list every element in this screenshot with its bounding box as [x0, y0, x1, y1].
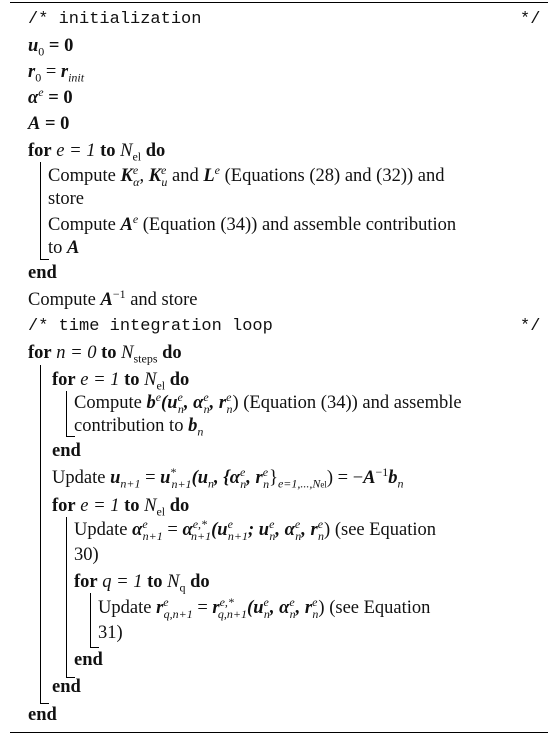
inner-var-2: e = 1 — [75, 496, 125, 516]
r-arg-r-sup: e — [312, 594, 318, 609]
init-r0 — [28, 61, 84, 83]
alpha-arg-r: , r — [301, 520, 318, 540]
set-alpha: , {α — [214, 468, 240, 488]
inner-limit-2-sub: el — [156, 504, 166, 519]
r-star-sup: e,* — [219, 594, 234, 609]
for-keyword-4: for — [52, 496, 76, 516]
set-alpha-sub: n — [240, 476, 247, 491]
arg-alpha: , α — [183, 393, 204, 413]
u-star-sub: n+1 — [171, 476, 192, 491]
and-text: and — [167, 166, 204, 186]
to-keyword-5: to — [147, 572, 163, 592]
to-keyword: to — [100, 141, 116, 161]
compute-text-4: Compute — [74, 393, 147, 413]
comment-initialization: /* initialization — [28, 10, 202, 29]
arg-u-sub: n — [177, 401, 184, 416]
block-bar-time — [40, 365, 41, 703]
alpha-lhs: α — [132, 520, 143, 540]
set-r: , r — [246, 468, 263, 488]
alpha-arg-u-sup: e — [227, 516, 233, 531]
do-keyword-4: do — [169, 496, 190, 516]
to-A — [48, 237, 79, 259]
inner-limit-2: N — [139, 496, 157, 516]
compute-b — [74, 389, 462, 416]
end-inner-1: end — [52, 441, 81, 461]
update-alpha — [74, 516, 437, 543]
r-init-symbol: r — [60, 62, 69, 82]
set-r-sub: n — [263, 476, 270, 491]
loop-elements-header — [28, 140, 165, 162]
u-lhs-sub: n+1 — [120, 476, 141, 491]
alpha-lhs-sub: n+1 — [142, 528, 163, 543]
contribution-text: contribution to — [74, 416, 189, 436]
end-time-loop: end — [28, 705, 57, 725]
do-keyword-2: do — [162, 343, 182, 363]
do-keyword-3: do — [169, 370, 190, 390]
for-keyword-3: for — [52, 370, 76, 390]
r-arg-r: , r — [295, 598, 313, 618]
update-u — [52, 464, 404, 491]
inner-var-1: e = 1 — [75, 370, 125, 390]
comment-close-1: */ — [520, 10, 541, 29]
do-keyword: do — [145, 141, 166, 161]
L-symbol: L — [203, 166, 215, 186]
set-alpha-sup: e — [239, 464, 246, 479]
alpha-arg-alpha-sub: n — [295, 528, 302, 543]
r-star: r — [212, 598, 220, 618]
do-keyword-5: do — [190, 572, 210, 592]
r-arg-close: ) — [318, 598, 325, 618]
assemble-text: (Equation (34)) and assemble contribution — [138, 215, 457, 235]
u-args: (u — [191, 468, 209, 488]
to-text: to — [48, 238, 68, 258]
K-symbol-2: K — [148, 166, 162, 186]
alpha-star-sub: n+1 — [191, 528, 212, 543]
inner-loop-1-header — [52, 369, 189, 391]
for-keyword-5: for — [74, 572, 98, 592]
r-lhs-sub: q,n+1 — [163, 606, 193, 621]
alpha-arg-r-sub: n — [318, 528, 325, 543]
comment-close-2: */ — [520, 317, 541, 336]
r-arg-alpha-sup: e — [289, 594, 295, 609]
arg-alpha-sub: n — [203, 401, 210, 416]
for-keyword: for — [28, 141, 52, 161]
r-lhs: r — [156, 598, 164, 618]
K-alpha-sub: α — [133, 174, 140, 189]
loop-limit: N — [115, 141, 133, 161]
r-star-sub: q,n+1 — [217, 606, 248, 621]
r-arg-u-sup: e — [263, 594, 269, 609]
alpha-arg-alpha-sup: e — [294, 516, 301, 531]
compute-text: Compute — [48, 166, 121, 186]
Ae-sup: e — [132, 211, 139, 226]
alpha-arg-u2: ; u — [248, 520, 270, 540]
time-var: n = 0 — [51, 343, 102, 363]
arg-u-sup: e — [177, 389, 183, 404]
inner-loop-3-header — [74, 571, 210, 593]
bottom-rule — [10, 732, 548, 733]
r-lhs-sup: e — [163, 594, 169, 609]
time-limit: N — [116, 343, 134, 363]
alpha-lhs-sup: e — [142, 516, 148, 531]
update-r — [98, 594, 431, 621]
arg-r: , r — [209, 393, 227, 413]
store-text: store — [48, 189, 84, 209]
u0-rhs: = 0 — [44, 36, 74, 56]
u-symbol: u — [28, 36, 39, 56]
block-bar-1 — [40, 162, 41, 259]
update-text: Update — [52, 468, 111, 488]
compute-K-L — [48, 162, 445, 189]
r-arg-alpha: , α — [269, 598, 290, 618]
arg-u: (u — [161, 393, 178, 413]
A-symbol: A — [28, 114, 41, 134]
alpha-arg-u-sub: n+1 — [227, 528, 249, 543]
block-hook-time — [40, 694, 49, 704]
for-keyword-2: for — [28, 343, 52, 363]
loop-var: e = 1 — [51, 141, 101, 161]
A-symbol-4: A — [363, 468, 376, 488]
set-r-sup: e — [262, 464, 269, 479]
inner-limit-1: N — [139, 370, 157, 390]
arg-r-sup: e — [226, 389, 232, 404]
K-u-sup: e — [161, 162, 167, 177]
compute-text-2: Compute — [48, 215, 121, 235]
init-alpha — [28, 84, 73, 109]
alpha-star-sup: e,* — [192, 516, 208, 531]
A-inv-sup: −1 — [375, 464, 389, 479]
A-rhs: = 0 — [40, 114, 70, 134]
time-loop-header — [28, 342, 182, 364]
K-u-sub: u — [161, 174, 168, 189]
r-arg-r-sub: n — [312, 606, 319, 621]
contribution-to-b — [74, 415, 203, 437]
inner-limit-3-sub: q — [179, 580, 186, 595]
set-close: } — [269, 468, 278, 488]
top-rule — [10, 2, 548, 3]
loop-limit-sub: el — [132, 149, 142, 164]
r0-subscript: 0 — [35, 70, 42, 85]
inner-var-3: q = 1 — [97, 572, 148, 592]
arg-close: ) — [232, 393, 239, 413]
comment-time-integration: /* time integration loop — [28, 317, 273, 336]
r-symbol: r — [28, 62, 36, 82]
equation-30: 30) — [74, 545, 99, 565]
equals: = — [41, 62, 61, 82]
to-keyword-3: to — [124, 370, 140, 390]
bn-symbol: b — [188, 416, 198, 436]
arg-alpha-sup: e — [203, 389, 209, 404]
u-tail: ) = − — [326, 468, 364, 488]
comma: , — [139, 166, 149, 186]
alpha-symbol: α — [28, 88, 39, 108]
algorithm-box — [10, 0, 548, 735]
K-alpha-sup: e — [132, 162, 139, 177]
inverse-sup: −1 — [112, 286, 126, 301]
equals-4: = — [192, 598, 213, 618]
to-keyword-2: to — [101, 343, 117, 363]
set-index-sub: el — [320, 479, 327, 490]
bn-symbol-2: b — [388, 468, 398, 488]
end-loop-1: end — [28, 263, 57, 283]
r-arg-u: (u — [247, 598, 264, 618]
see-equation-text: (see Equation — [330, 520, 437, 540]
alpha-superscript: e — [38, 84, 44, 99]
set-index: e=1,...,N — [277, 476, 321, 491]
alpha-rhs: = 0 — [43, 88, 73, 108]
arg-r-sub: n — [226, 401, 233, 416]
alpha-arg-u2-sub: n — [269, 528, 276, 543]
A-symbol-2: A — [67, 238, 80, 258]
init-A — [28, 113, 69, 135]
alpha-arg-u2-sup: e — [269, 516, 275, 531]
store-text-2: and store — [125, 290, 198, 310]
inner-loop-2-header — [52, 495, 189, 517]
r-arg-alpha-sub: n — [289, 606, 296, 621]
u-args-sub: n — [208, 476, 215, 491]
r-arg-u-sub: n — [263, 606, 270, 621]
assemble-text-2: (Equation (34)) and assemble — [238, 393, 462, 413]
compute-A-inverse — [28, 286, 198, 311]
alpha-arg-u: (u — [211, 520, 228, 540]
compute-Ae — [48, 211, 457, 236]
u-star-sup: * — [170, 464, 177, 479]
L-sup: e — [214, 162, 220, 177]
equation-31: 31) — [98, 623, 123, 643]
init-u0 — [28, 35, 73, 57]
Ae-symbol: A — [120, 215, 133, 235]
compute-text-3: Compute — [28, 290, 101, 310]
bn-sub: n — [197, 424, 204, 439]
equals-2: = — [140, 468, 161, 488]
u-lhs: u — [110, 468, 121, 488]
inner-limit-3: N — [162, 572, 180, 592]
equals-3: = — [162, 520, 183, 540]
inner-limit-1-sub: el — [156, 378, 166, 393]
update-text-2: Update — [74, 520, 133, 540]
see-equation-text-2: (see Equation — [324, 598, 431, 618]
alpha-star: α — [182, 520, 193, 540]
end-inner-3: end — [74, 650, 103, 670]
b-sup: e — [155, 389, 162, 404]
update-text-3: Update — [98, 598, 157, 618]
r-init-subscript: init — [68, 70, 85, 85]
A-symbol-3: A — [100, 290, 113, 310]
K-symbol: K — [120, 166, 133, 186]
time-limit-sub: steps — [133, 351, 158, 366]
b-symbol: b — [146, 393, 156, 413]
alpha-arg-alpha: , α — [275, 520, 295, 540]
u-star: u — [160, 468, 171, 488]
equations-ref: (Equations (28) and (32)) and — [219, 166, 445, 186]
bn-sub-2: n — [397, 476, 404, 491]
u0-subscript: 0 — [38, 44, 45, 59]
alpha-arg-close: ) — [324, 520, 331, 540]
to-keyword-4: to — [124, 496, 140, 516]
alpha-arg-r-sup: e — [317, 516, 324, 531]
block-bar-inner-2 — [66, 517, 67, 677]
end-inner-2: end — [52, 677, 81, 697]
